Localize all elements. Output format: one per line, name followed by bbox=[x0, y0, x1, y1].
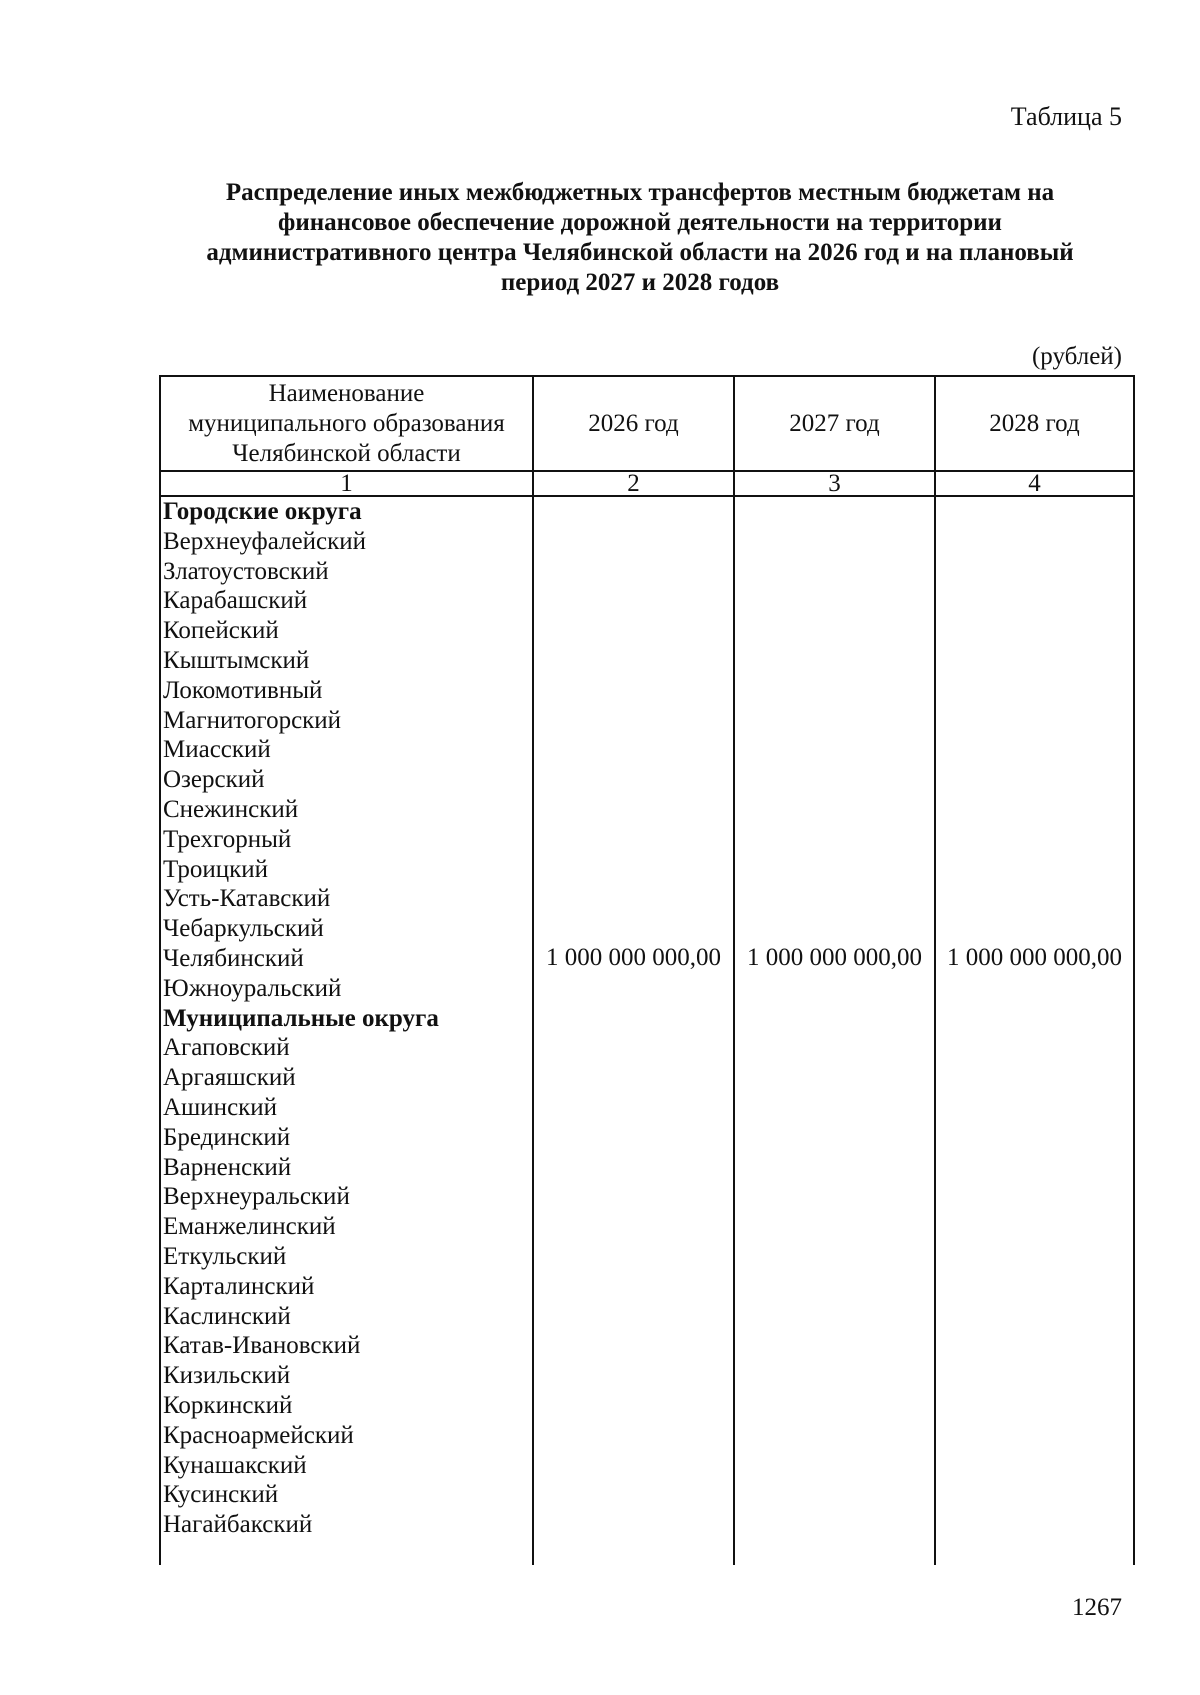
municipality-name: Магнитогорский bbox=[163, 706, 342, 734]
header-2028: 2028 год bbox=[989, 409, 1080, 437]
municipality-name: Коркинский bbox=[163, 1391, 293, 1419]
municipality-name: Еманжелинский bbox=[163, 1213, 336, 1241]
municipality-name: Усть-Катавский bbox=[163, 885, 331, 913]
title-line: Распределение иных межбюджетных трансфертов местным бюджетам на bbox=[225, 179, 1055, 206]
column-number-3: 3 bbox=[828, 469, 841, 497]
transfers-table bbox=[159, 375, 1134, 1565]
municipality-name: Кыштымский bbox=[163, 646, 310, 674]
municipality-name: Кусинский bbox=[163, 1481, 279, 1509]
municipality-name: Карабашский bbox=[163, 587, 308, 615]
municipality-name: Озерский bbox=[163, 766, 265, 794]
header-2027: 2027 год bbox=[789, 409, 880, 437]
municipality-name: Еткульский bbox=[163, 1242, 287, 1270]
municipality-name: Трехгорный bbox=[163, 825, 292, 853]
municipality-name: Аргаяшский bbox=[163, 1064, 296, 1092]
municipality-name: Агаповский bbox=[163, 1034, 290, 1062]
municipality-name: Челябинский bbox=[163, 944, 304, 972]
municipality-name: Катав-Ивановский bbox=[163, 1332, 361, 1360]
municipality-name: Троицкий bbox=[163, 855, 268, 883]
value-2026: 1 000 000 000,00 bbox=[546, 944, 721, 971]
municipality-name: Карталинский bbox=[163, 1272, 315, 1300]
column-number-4: 4 bbox=[1028, 469, 1041, 497]
group-heading: Городские округа bbox=[163, 498, 362, 525]
municipality-name: Ашинский bbox=[163, 1093, 278, 1121]
municipality-name: Копейский bbox=[163, 617, 279, 645]
municipality-name: Златоустовский bbox=[163, 557, 329, 585]
title-line: финансовое обеспечение дорожной деятельности на территории bbox=[278, 209, 1002, 236]
title-line: административного центра Челябинской области на 2026 год и на плановый bbox=[206, 239, 1074, 266]
table-border-right bbox=[1133, 375, 1135, 1565]
value-2027: 1 000 000 000,00 bbox=[747, 944, 922, 971]
table-label: Таблица 5 bbox=[1010, 102, 1122, 131]
value-2028: 1 000 000 000,00 bbox=[947, 944, 1122, 971]
municipality-name: Верхнеуральский bbox=[163, 1183, 350, 1211]
units-label: (рублей) bbox=[1031, 343, 1122, 370]
header-line: Челябинской области bbox=[232, 439, 461, 467]
municipality-name: Миасский bbox=[163, 736, 271, 764]
municipality-name: Локомотивный bbox=[163, 676, 323, 704]
municipality-name: Чебаркульский bbox=[163, 915, 324, 943]
municipality-list bbox=[163, 497, 535, 1540]
group-heading: Муниципальные округа bbox=[163, 1004, 439, 1032]
header-line: Наименование bbox=[268, 379, 425, 407]
municipality-name: Верхнеуфалейский bbox=[163, 527, 366, 555]
table-border-left bbox=[159, 375, 161, 1565]
header-line: муниципального образования bbox=[188, 409, 505, 437]
column-number-2: 2 bbox=[627, 469, 640, 497]
title-line: период 2027 и 2028 годов bbox=[500, 269, 780, 296]
municipality-name: Варненский bbox=[163, 1153, 292, 1181]
column-number-1: 1 bbox=[340, 469, 353, 497]
municipality-name: Южноуральский bbox=[163, 974, 342, 1002]
municipality-name: Брединский bbox=[163, 1123, 291, 1151]
page-number: 1267 bbox=[1072, 1594, 1122, 1621]
header-municipality bbox=[161, 377, 532, 470]
municipality-name: Каслинский bbox=[163, 1302, 291, 1330]
document-title bbox=[160, 178, 1120, 298]
municipality-name: Нагайбакский bbox=[163, 1511, 313, 1539]
header-2026: 2026 год bbox=[588, 409, 679, 437]
municipality-name: Кизильский bbox=[163, 1362, 291, 1390]
municipality-name: Кунашакский bbox=[163, 1451, 307, 1479]
municipality-name: Красноармейский bbox=[163, 1421, 354, 1449]
municipality-name: Снежинский bbox=[163, 795, 299, 823]
